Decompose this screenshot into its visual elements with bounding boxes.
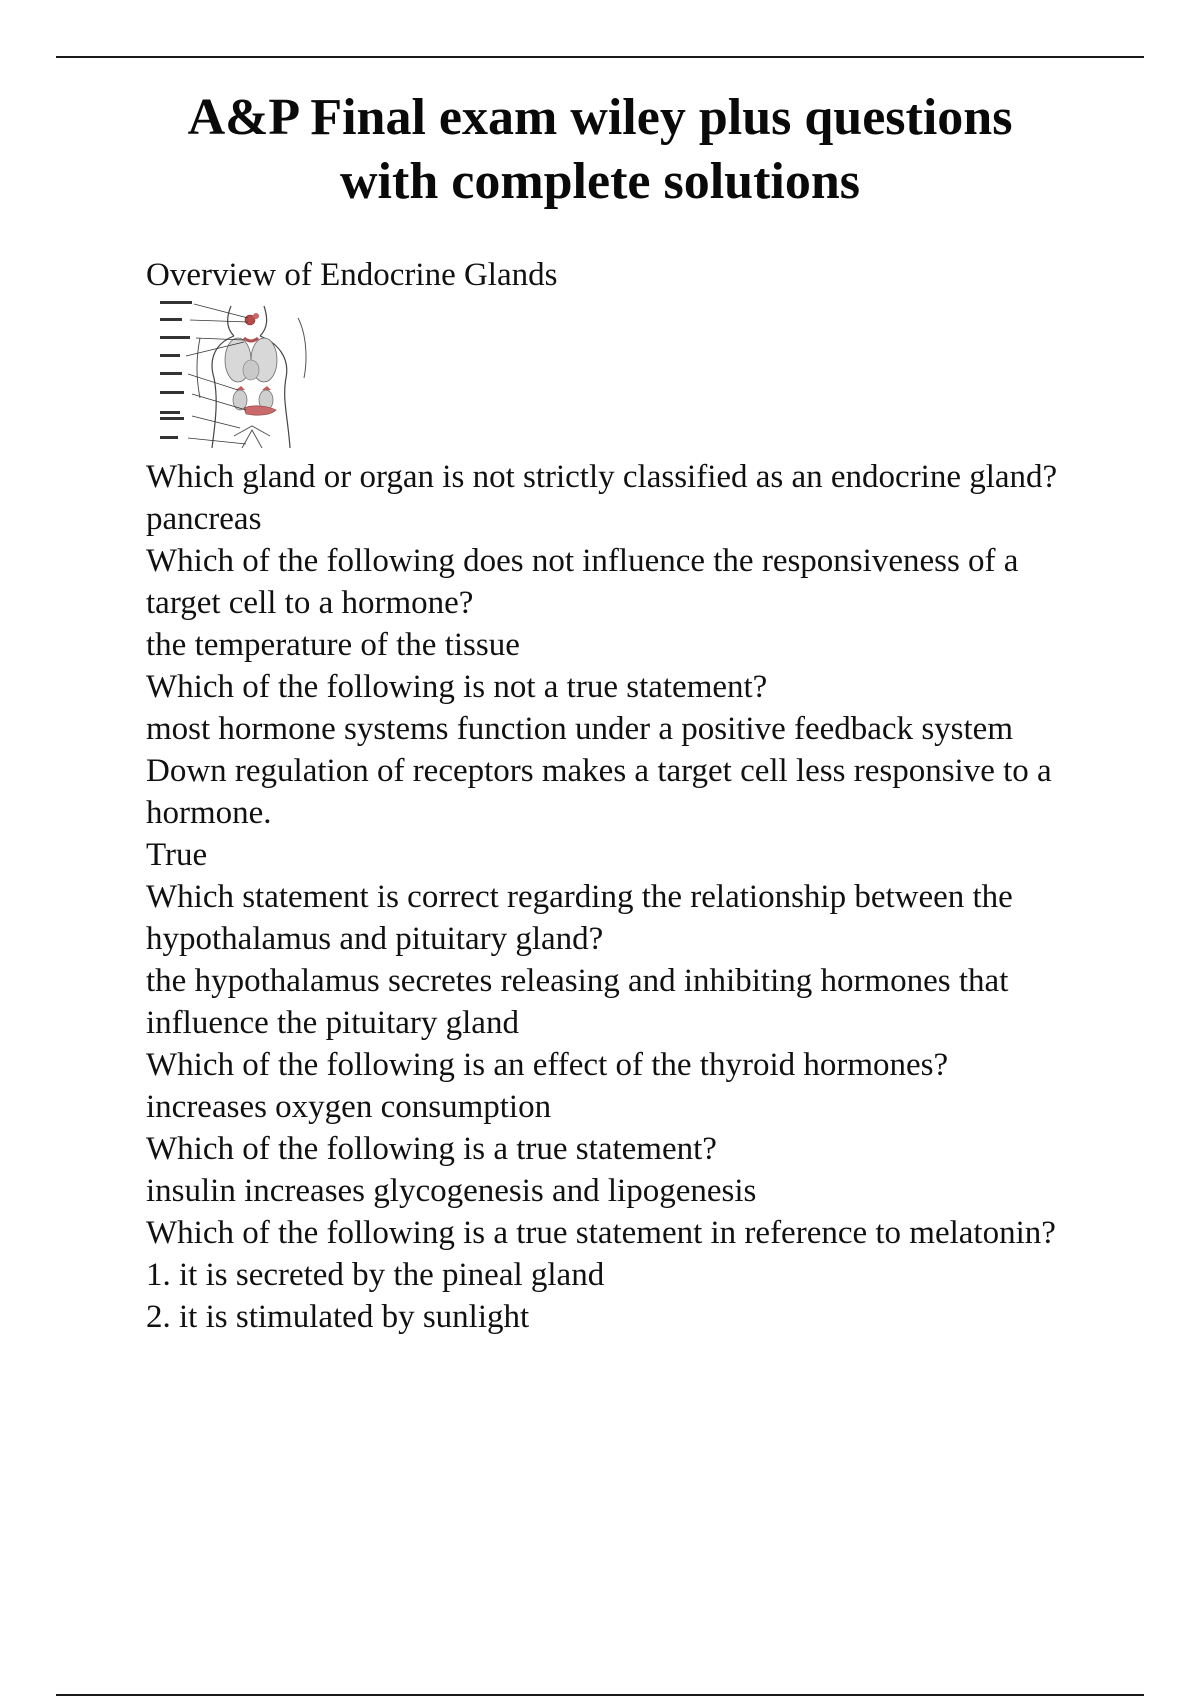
qa-list [146,456,1096,1338]
question: Which of the following is a true statement in reference to melatonin? [146,1215,1056,1251]
title-line-2: with complete solutions [340,153,860,210]
title-line-1: A&P Final exam wiley plus questions [187,89,1013,146]
answer: most hormone systems function under a positive feedback system [146,711,1013,747]
answer: increases oxygen consumption [146,1089,552,1125]
answer: pancreas [146,501,262,537]
answer: the temperature of the tissue [146,627,520,663]
question: Down regulation of receptors makes a target cell less responsive to a hormone. [146,753,1052,831]
top-rule [56,56,1144,58]
endocrine-glands-diagram-icon [156,298,326,456]
document-body [146,254,1096,1338]
answer: the hypothalamus secretes releasing and inhibiting hormones that influence the pituitary gland [146,963,1009,1041]
answer-item-1: 1. it is secreted by the pineal gland [146,1257,605,1293]
bottom-rule [56,1694,1144,1696]
answer: insulin increases glycogenesis and lipogenesis [146,1173,757,1209]
question: Which of the following is a true statement? [146,1131,717,1167]
answer: True [146,837,208,873]
section-heading: Overview of Endocrine Glands [146,257,558,293]
question: Which of the following is not a true statement? [146,669,768,705]
question: Which of the following does not influence the responsiveness of a target cell to a hormone? [146,543,1019,621]
answer-item-2: 2. it is stimulated by sunlight [146,1299,530,1335]
page-title [100,86,1100,214]
question: Which gland or organ is not strictly classified as an endocrine gland? [146,459,1058,495]
question: Which statement is correct regarding the relationship between the hypothalamus and pituitary gland? [146,879,1013,957]
question: Which of the following is an effect of the thyroid hormones? [146,1047,949,1083]
